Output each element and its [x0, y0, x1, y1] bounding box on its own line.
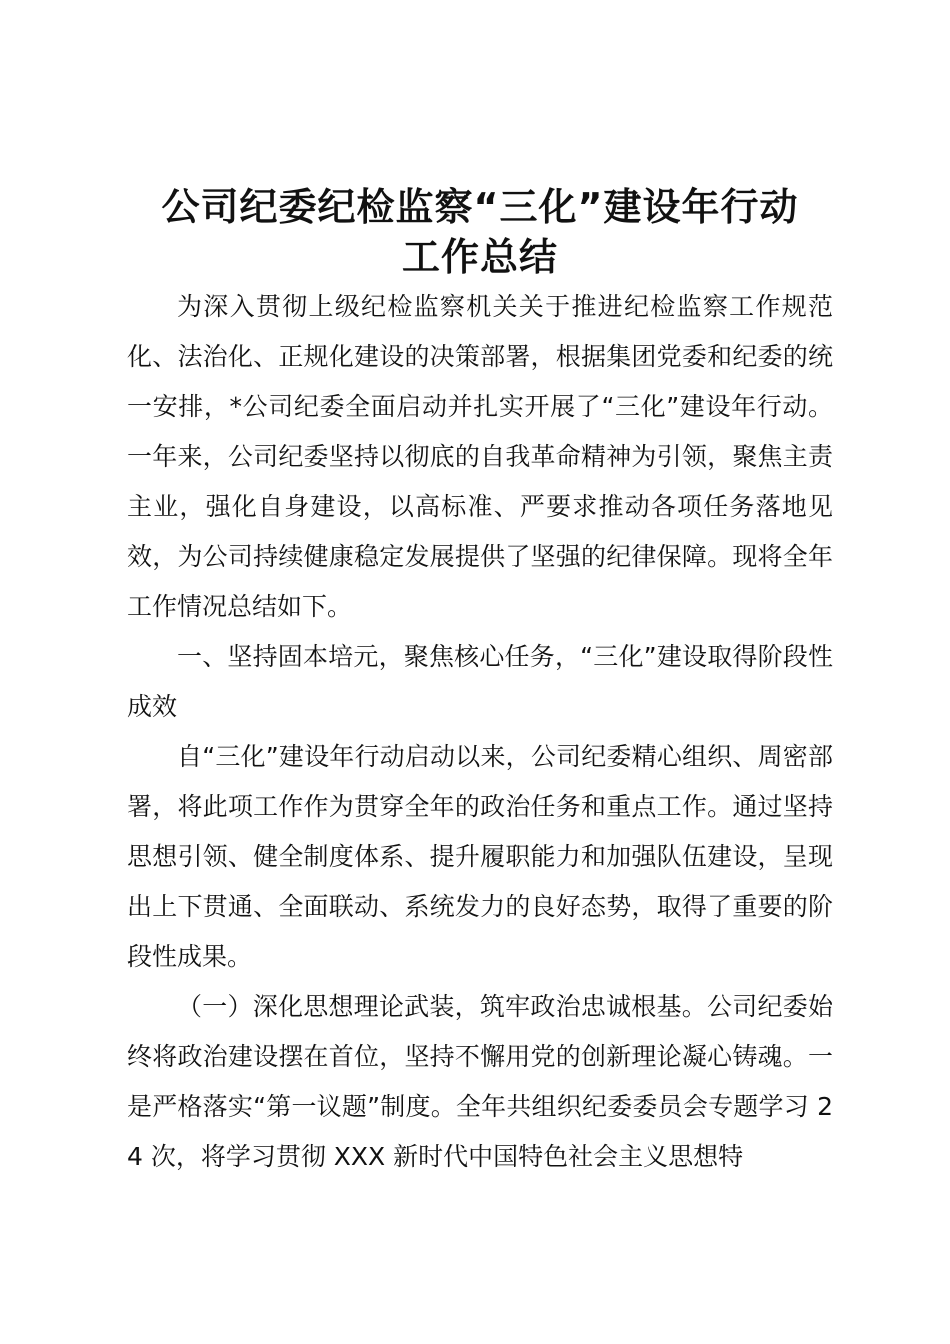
subsection-1-paragraph: （一）深化思想理论武装，筑牢政治忠诚根基。公司纪委始终将政治建设摆在首位，坚持不懈用党的创新理论凝心铸魂。一是严格落实“第一议题”制度。全年共组织纪委委员会专题学习 24 次，将学习贯彻 XXX 新时代中国特色社会主义思想特 [127, 992, 833, 1171]
section-heading-1: 一、坚持固本培元，聚焦核心任务，“三化”建设取得阶段性成效 [127, 642, 833, 721]
document-body [127, 182, 833, 1182]
section-1-paragraph: 自“三化”建设年行动启动以来，公司纪委精心组织、周密部署，将此项工作作为贯穿全年的政治任务和重点工作。通过坚持思想引领、健全制度体系、提升履职能力和加强队伍建设，呈现出上下贯通、全面联动、系统发力的良好态势，取得了重要的阶段性成果。 [127, 742, 833, 971]
title-line-1: 公司纪委纪检监察“三化”建设年行动 [161, 185, 799, 229]
title-line-2: 工作总结 [401, 235, 558, 279]
document-title [127, 182, 833, 282]
intro-paragraph: 为深入贯彻上级纪检监察机关关于推进纪检监察工作规范化、法治化、正规化建设的决策部署，根据集团党委和纪委的统一安排，*公司纪委全面启动并扎实开展了“三化”建设年行动。一年来，公司纪委坚持以彻底的自我革命精神为引领，聚焦主责主业，强化自身建设，以高标准、严要求推动各项任务落地见效，为公司持续健康稳定发展提供了坚强的纪律保障。现将全年工作情况总结如下。 [127, 292, 833, 621]
